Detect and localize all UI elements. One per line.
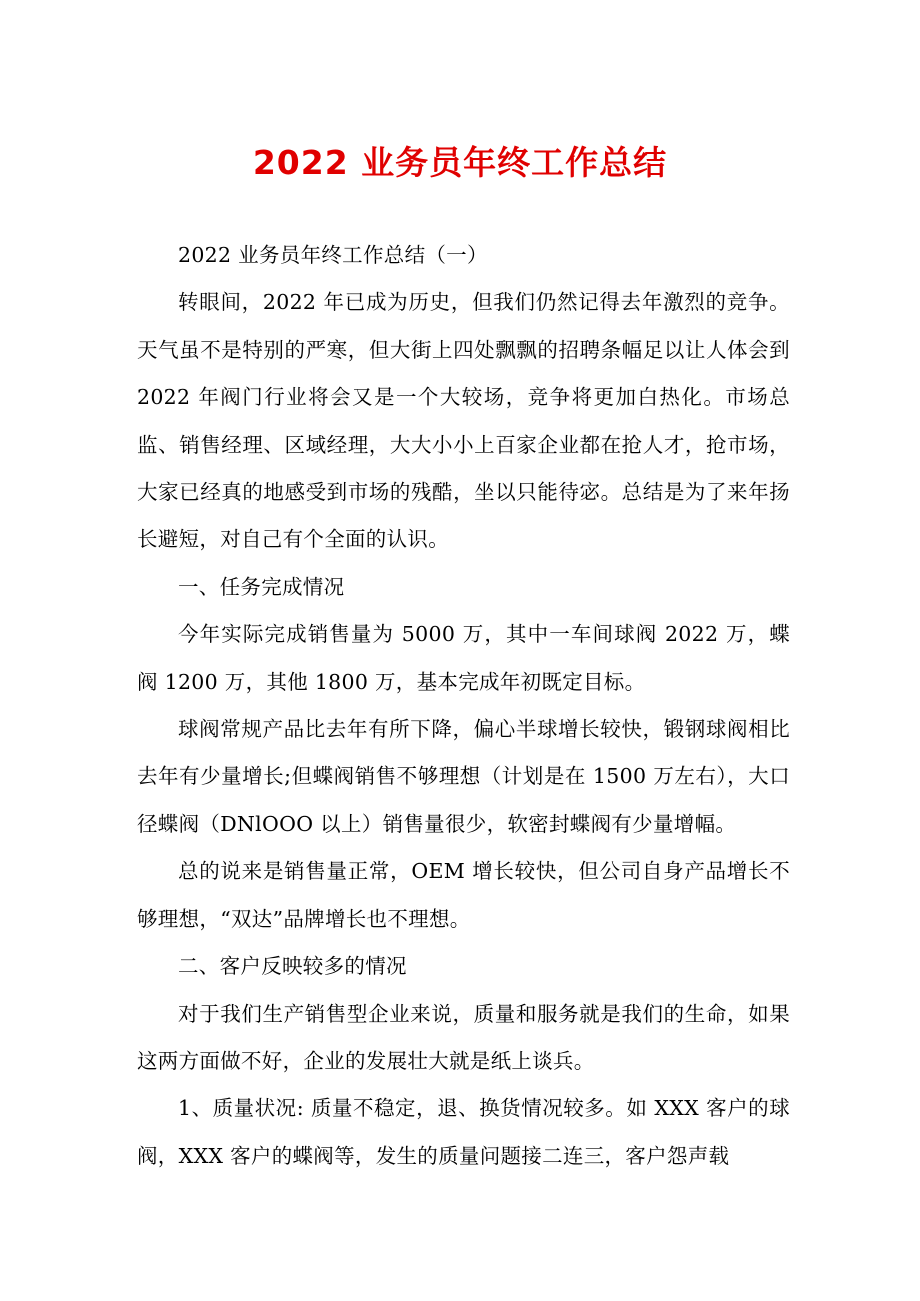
quality-status-paragraph: 1、质量状况: 质量不稳定，退、换货情况较多。如 XXX 客户的球阀，XXX 客户的蝶阀等，发生的质量问题接二连三，客户怨声载 [137,1096,790,1168]
summary-paragraph: 总的说来是销售量正常，OEM 增长较快，但公司自身产品增长不够理想，“双达”品牌增长也不理想。 [137,859,790,931]
quality-service-paragraph: 对于我们生产销售型企业来说，质量和服务就是我们的生命，如果这两方面做不好，企业的发展壮大就是纸上谈兵。 [137,1001,790,1073]
document-title: 2022 业务员年终工作总结 [252,143,668,182]
section-heading-task-completion: 一、任务完成情况 [178,574,345,599]
section-subtitle: 2022 业务员年终工作总结（一） [178,243,488,267]
section-heading-customer-feedback: 二、客户反映较多的情况 [178,954,407,979]
document-body [137,232,790,1180]
intro-paragraph: 转眼间，2022 年已成为历史，但我们仍然记得去年激烈的竞争。天气虽不是特别的严寒，但大街上四处飘飘的招聘条幅足以让人体会到 2022 年阀门行业将会又是一个大较场，竞争将更加白热化。市场总监、销售经理、区域经理，大大小小上百家企业都在抢人才，抢市场，大家已经真的地感受到市场的残酷，坐以只能待宓。总结是为了来年扬长避短，对自己有个全面的认识。 [137,290,790,552]
product-breakdown-paragraph: 球阀常规产品比去年有所下降，偏心半球增长较快，锻钢球阀相比去年有少量增长;但蝶阀销售不够理想（计划是在 1500 万左右），大口径蝶阀（DNlOOO 以上）销售量很少，软密封蝶阀有少量增幅。 [137,717,790,836]
sales-volume-paragraph: 今年实际完成销售量为 5000 万，其中一车间球阀 2022 万，蝶阀 1200 万，其他 1800 万，基本完成年初既定目标。 [137,622,790,694]
